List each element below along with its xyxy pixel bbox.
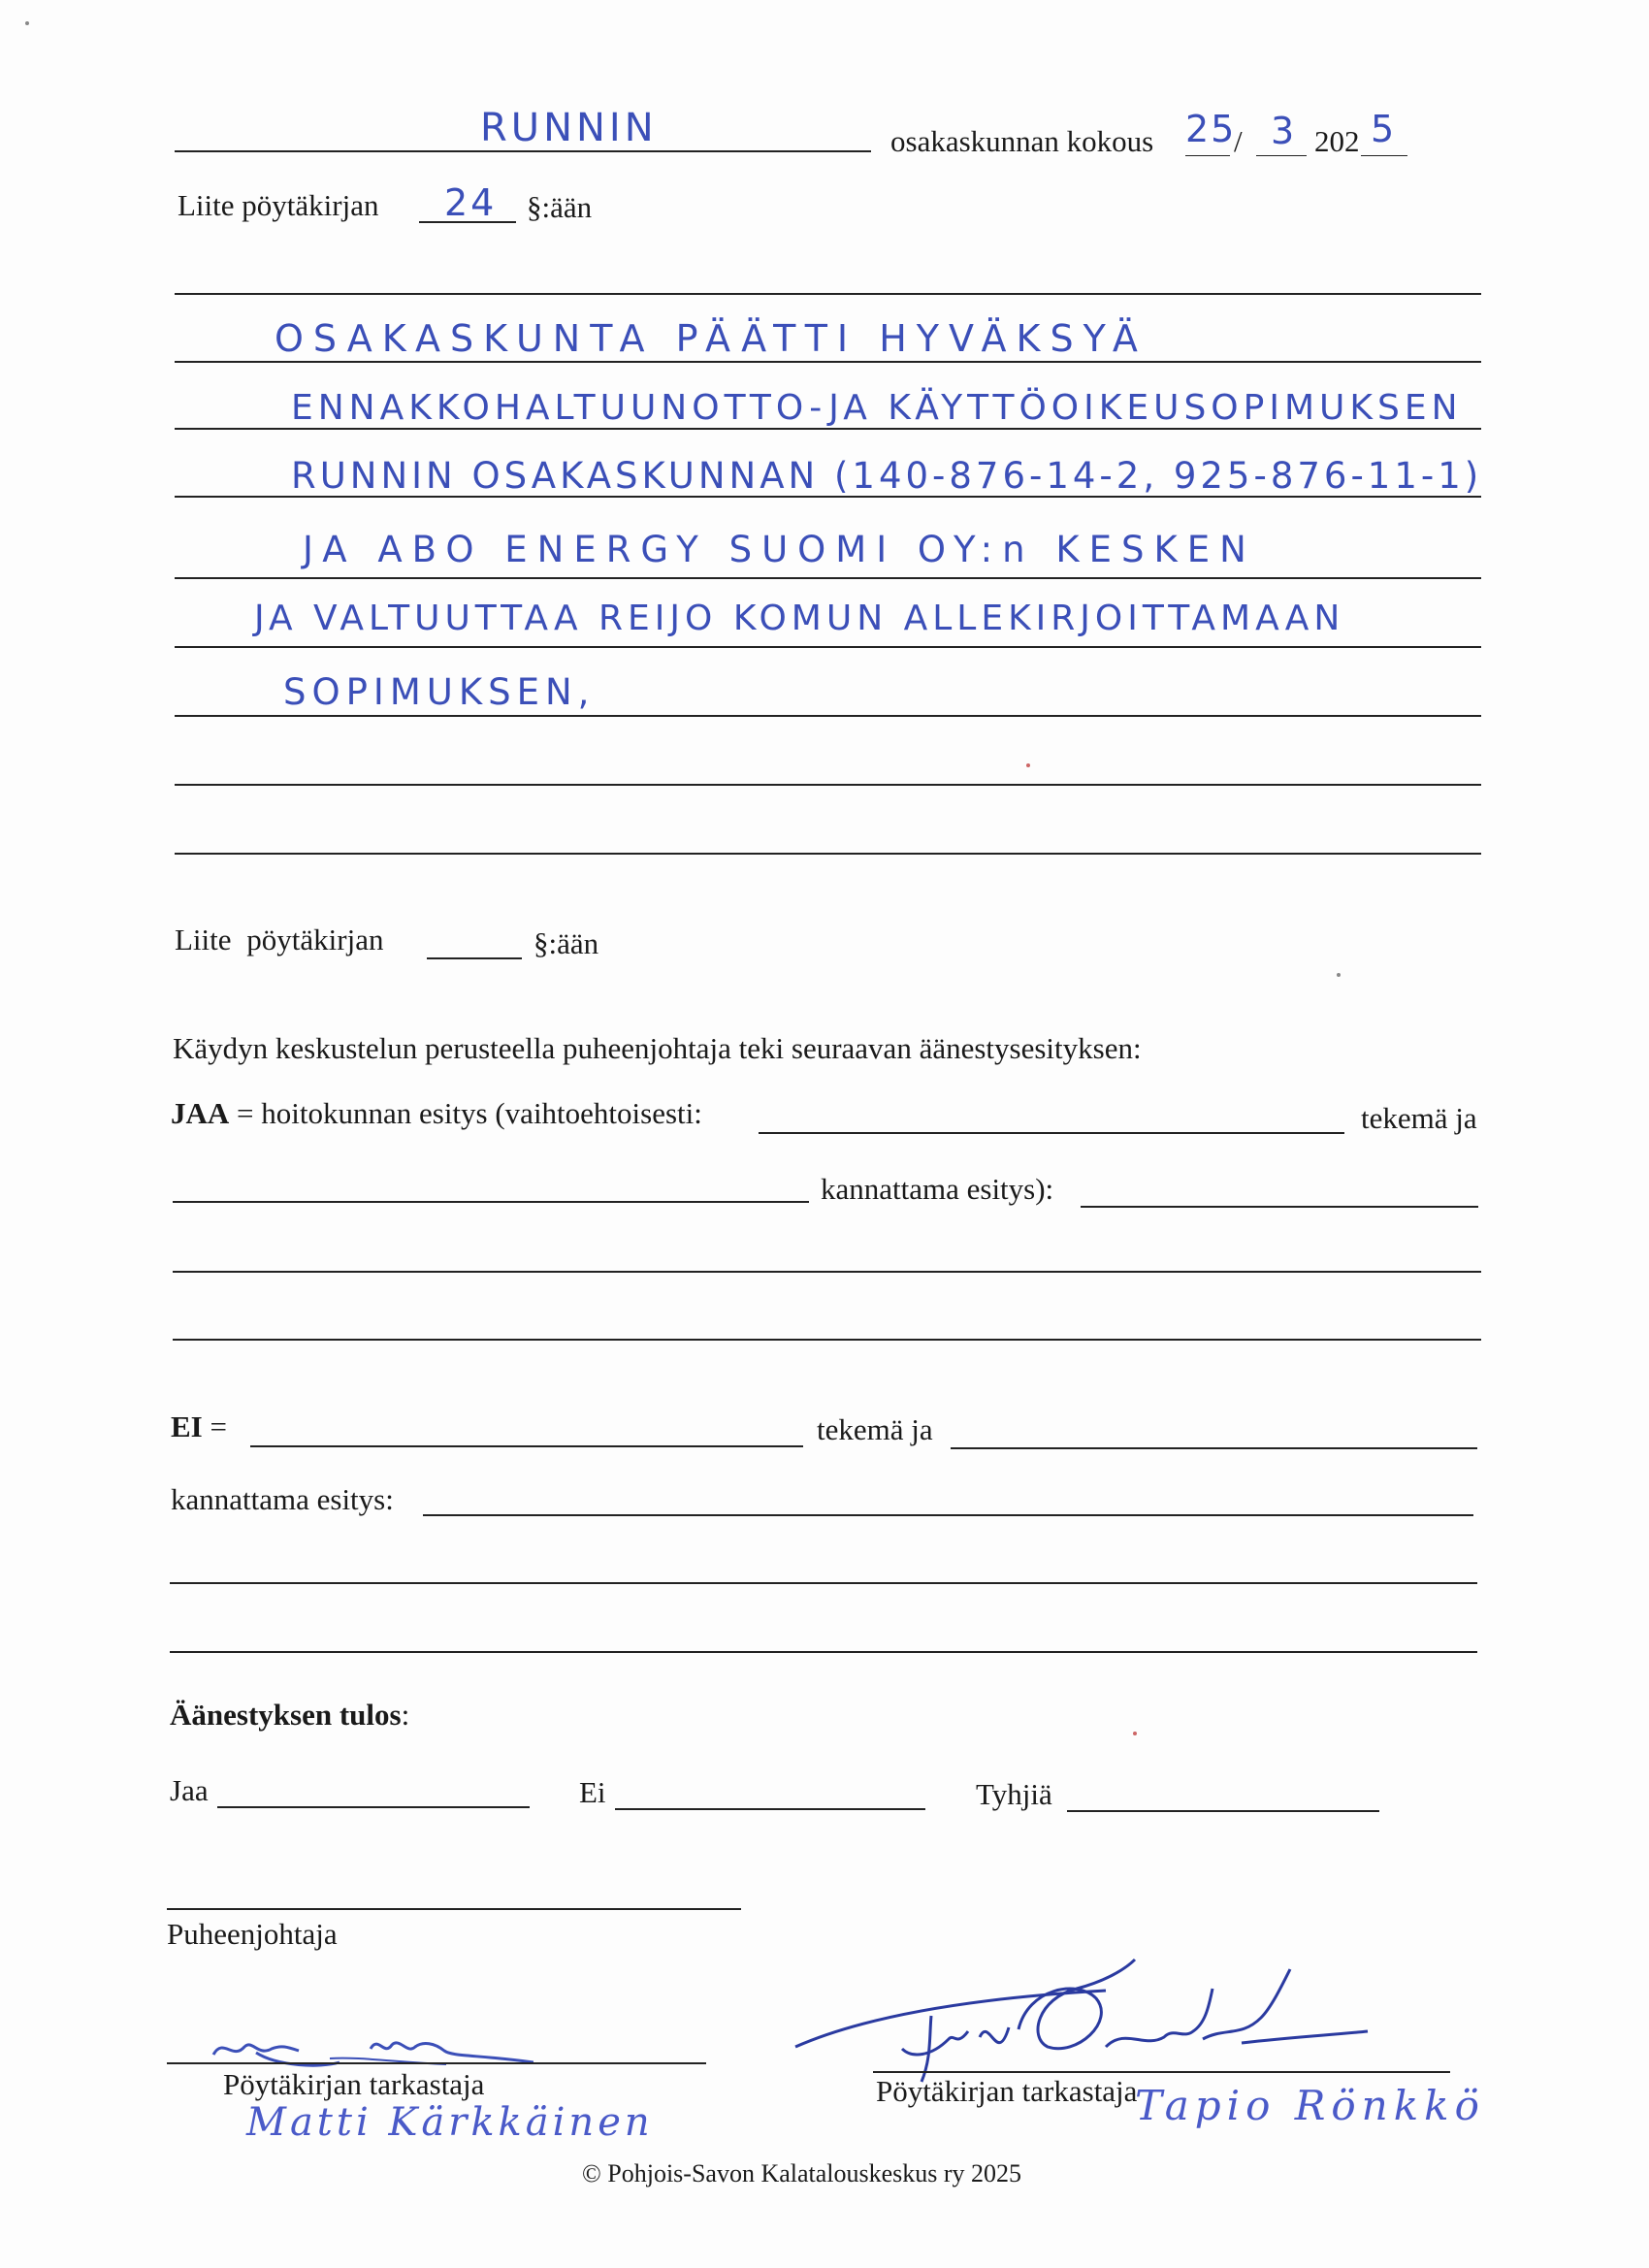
writing-line [173, 1271, 1481, 1273]
date-month-handwritten: 3 [1271, 110, 1295, 152]
jaa-name-line [173, 1201, 809, 1203]
year-prefix: 202 [1314, 124, 1360, 158]
writing-line [170, 1651, 1477, 1653]
discussion-intro: Käydyn keskustelun perusteella puheenjohtaja teki seuraavan äänestysesityksen: [173, 1031, 1142, 1065]
ei-seconder-line [423, 1514, 1473, 1516]
jaa-line [171, 1098, 702, 1128]
result-ei-line [615, 1808, 925, 1810]
date-day-handwritten: 25 [1185, 108, 1237, 150]
writing-line [170, 1582, 1477, 1584]
jaa-seconded: kannattama esitys): [821, 1172, 1054, 1206]
jaa-label: JAA [171, 1096, 230, 1130]
year-digit-line [1361, 155, 1407, 156]
writing-line [175, 428, 1481, 430]
osakaskunta-name-handwritten: RUNNIN [480, 106, 658, 150]
date-month-line [1256, 155, 1307, 156]
decision-line-4: JA ABO ENERGY SUOMI OY:n KESKEN [303, 529, 1256, 570]
ei-proposer-line [250, 1445, 803, 1447]
decision-line-3: RUNNIN OSAKASKUNNAN (140-876-14-2, 925-876-11-1) [291, 455, 1483, 497]
writing-line [175, 293, 1481, 295]
ei-line [171, 1411, 227, 1442]
scan-speck [1337, 973, 1341, 977]
scan-speck [1133, 1732, 1137, 1735]
section-suffix: §:ään [534, 926, 599, 960]
writing-line [175, 853, 1481, 855]
jaa-tail: tekemä ja [1361, 1101, 1477, 1135]
date-separator: / [1234, 124, 1243, 158]
writing-line [175, 577, 1481, 579]
chair-label: Puheenjohtaja [167, 1917, 338, 1951]
right-inspector-line [873, 2071, 1450, 2073]
attachment-label: Liite pöytäkirjan [178, 188, 379, 222]
ei-tail: tekemä ja [817, 1412, 933, 1446]
writing-line [175, 361, 1481, 363]
result-tyhjia-label: Tyhjiä [976, 1777, 1052, 1811]
result-heading-line [170, 1700, 409, 1730]
writing-line [175, 784, 1481, 786]
section-suffix: §:ään [527, 190, 593, 224]
result-jaa-line [217, 1806, 530, 1808]
year-digit-handwritten: 5 [1371, 108, 1395, 150]
result-ei-label: Ei [579, 1775, 606, 1809]
scan-speck [25, 21, 29, 25]
jaa-text: = hoitokunnan esitys (vaihtoehtoisesti: [229, 1096, 702, 1130]
right-inspector-name-handwritten: Tapio Rönkkö [1135, 2082, 1485, 2129]
result-jaa-label: Jaa [170, 1773, 209, 1807]
writing-line [175, 715, 1481, 717]
result-heading: Äänestyksen tulos [170, 1698, 402, 1732]
decision-line-1: OSAKASKUNTA PÄÄTTI HYVÄKSYÄ [275, 317, 1148, 360]
writing-line [173, 1339, 1481, 1341]
ei-seconded: kannattama esitys: [171, 1482, 394, 1516]
attachment-label: Liite pöytäkirjan [175, 923, 384, 956]
decision-line-6: SOPIMUKSEN, [283, 671, 596, 713]
right-inspector-label: Pöytäkirjan tarkastaja [876, 2074, 1138, 2108]
section-number-handwritten: 24 [444, 181, 498, 224]
ei-eq: = [202, 1409, 227, 1443]
left-inspector-name-handwritten: Matti Kärkkäinen [246, 2100, 654, 2145]
decision-line-2: ENNAKKOHALTUUNOTTO-JA KÄYTTÖOIKEUSOPIMUKSEN [291, 388, 1463, 428]
jaa-proposer-line [759, 1132, 1344, 1134]
left-inspector-line [167, 2062, 706, 2064]
scan-speck [1026, 763, 1030, 767]
footer-copyright: © Pohjois-Savon Kalatalouskeskus ry 2025 [582, 2159, 1022, 2187]
writing-line [175, 646, 1481, 648]
result-colon: : [401, 1698, 410, 1732]
section-number-line [427, 957, 522, 959]
result-tyhjia-line [1067, 1810, 1379, 1812]
ei-proposer-line-2 [951, 1447, 1477, 1449]
jaa-seconder-line [1081, 1206, 1478, 1208]
chair-signature-line [167, 1908, 741, 1910]
left-inspector-label: Pöytäkirjan tarkastaja [223, 2067, 485, 2101]
ei-label: EI [171, 1409, 203, 1443]
header-name-line [175, 150, 871, 152]
decision-line-5: JA VALTUUTTAA REIJO KOMUN ALLEKIRJOITTAMAAN [254, 599, 1345, 638]
date-day-line [1185, 155, 1230, 156]
meeting-label: osakaskunnan kokous [890, 124, 1154, 158]
